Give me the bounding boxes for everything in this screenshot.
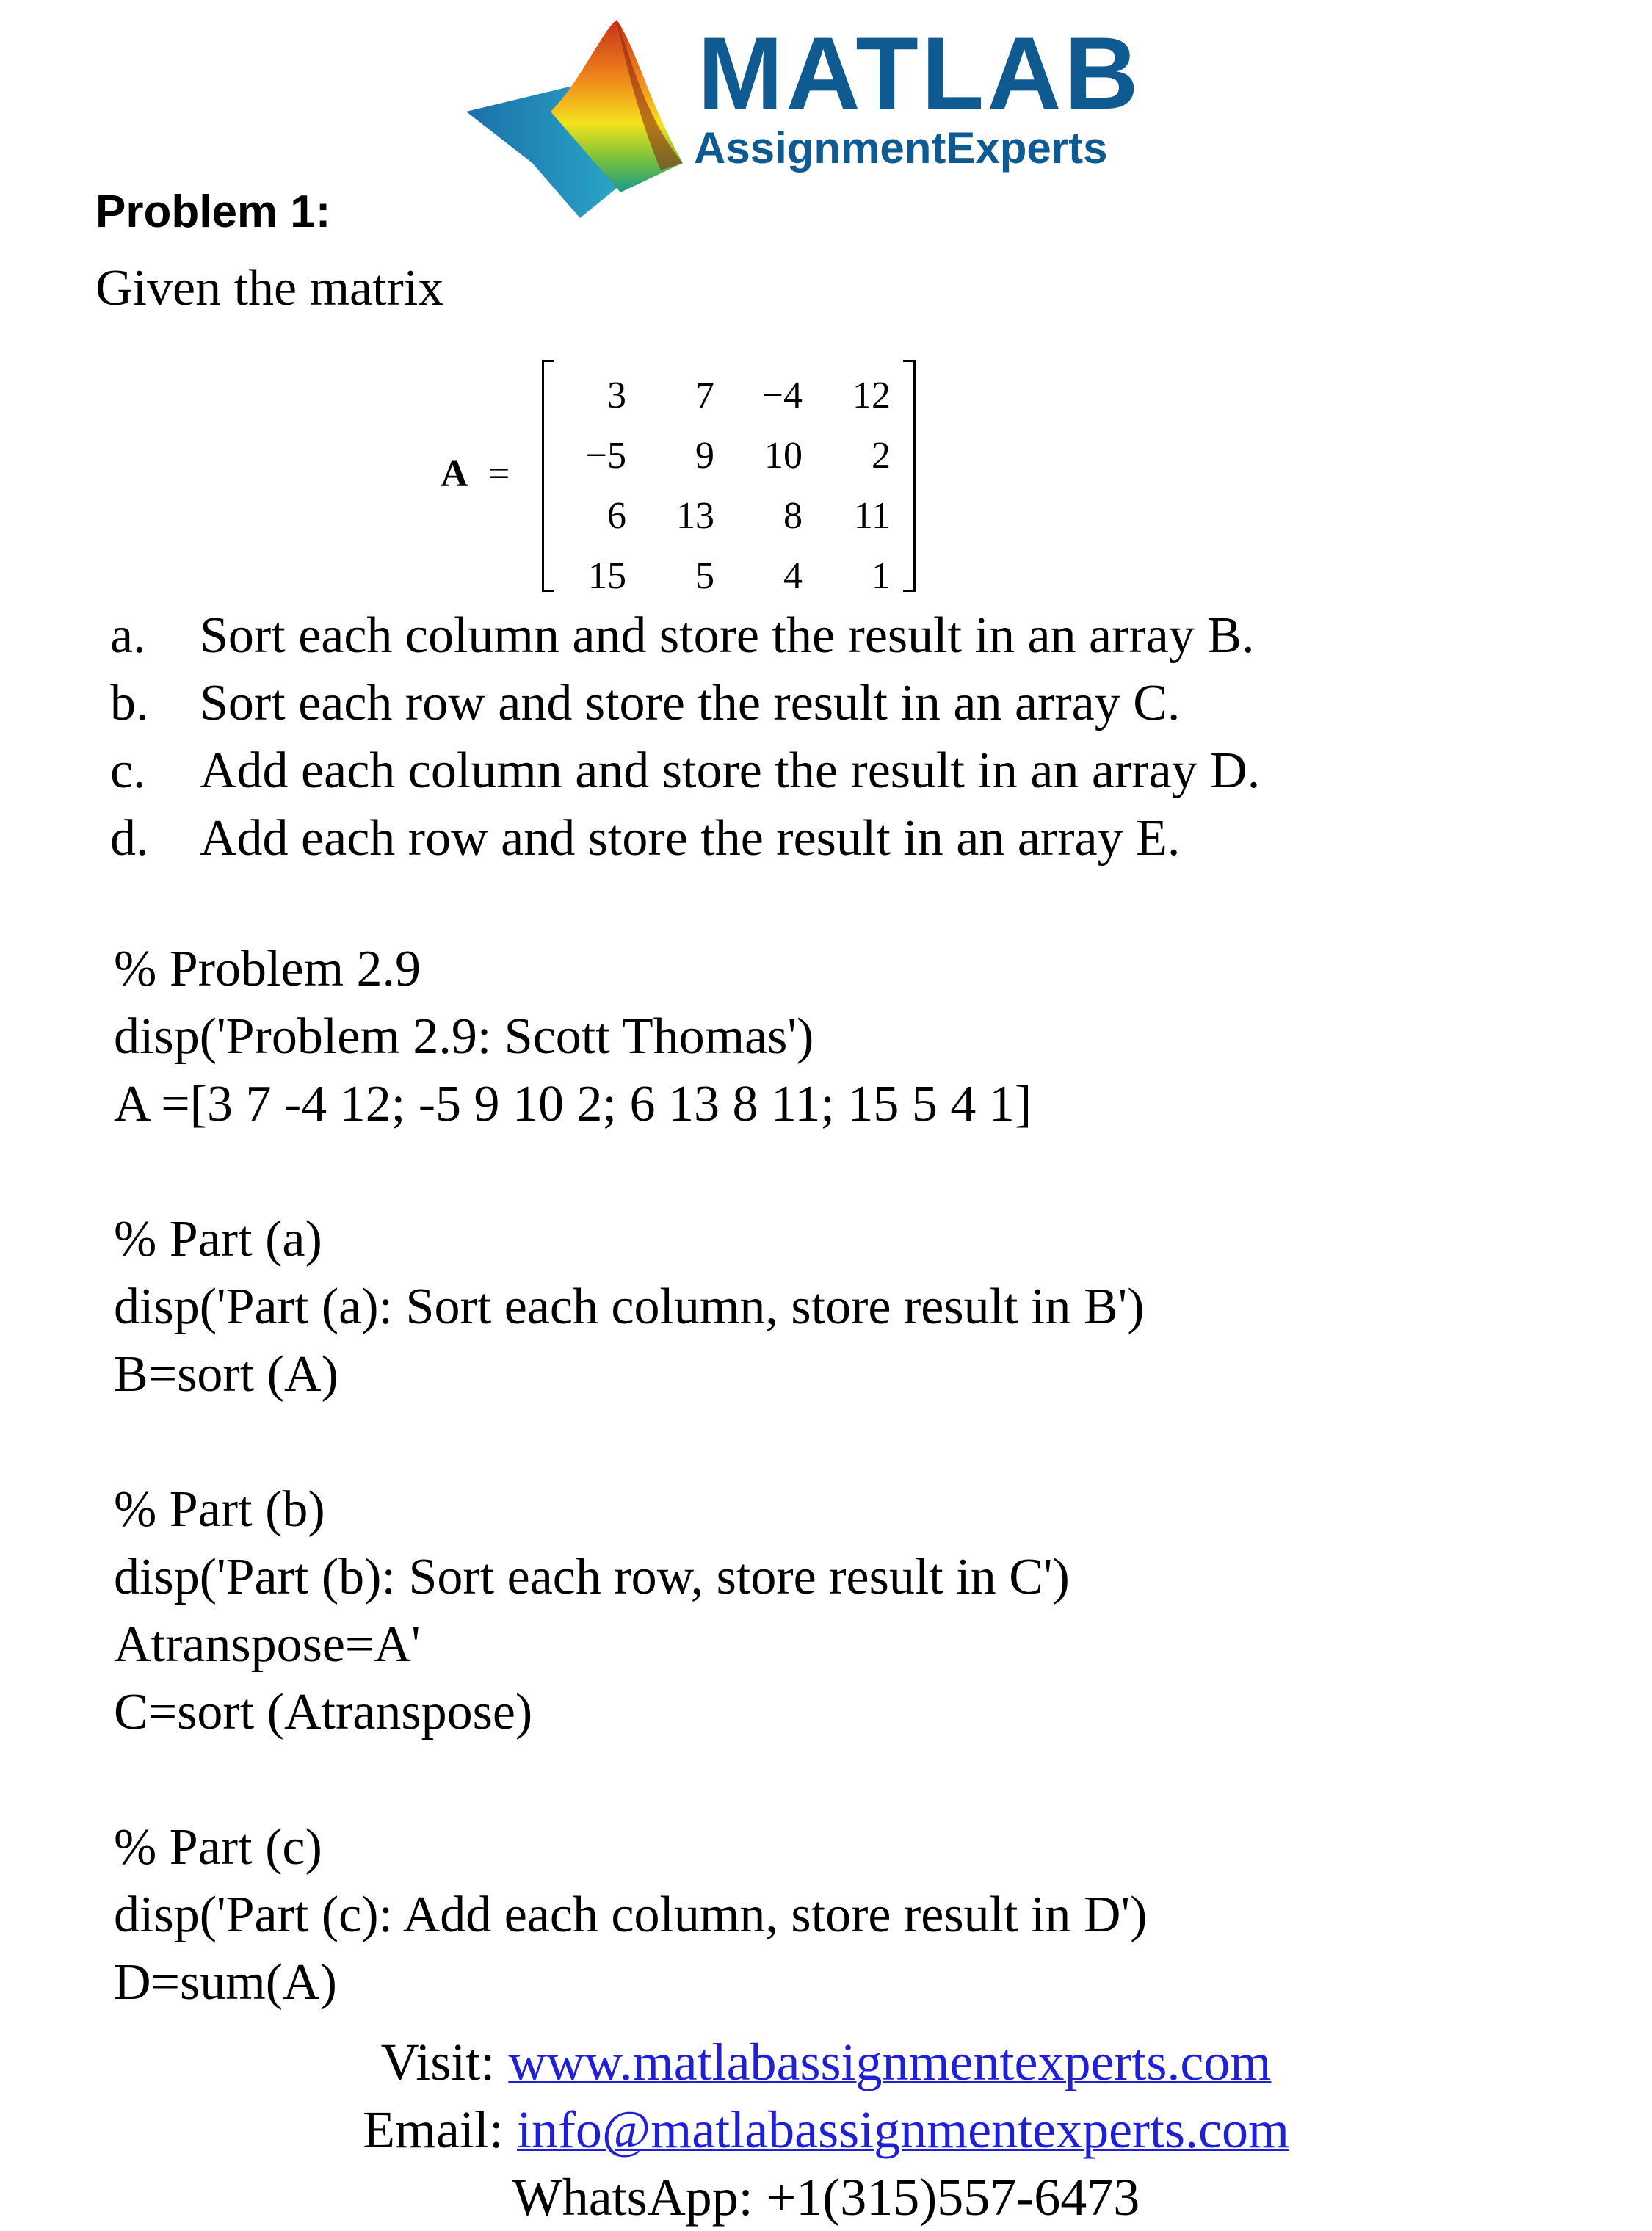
matrix-cell: 15 [588, 555, 626, 597]
task-letter: c. [110, 742, 146, 799]
matrix-left-bracket [542, 360, 554, 592]
code-line: D=sum(A) [114, 1954, 337, 2011]
code-line: disp('Part (c): Add each column, store result in D') [114, 1887, 1148, 1943]
task-letter: d. [110, 810, 149, 867]
code-comment-part-c: % Part (c) [114, 1819, 322, 1876]
website-link[interactable]: www.matlabassignmentexperts.com [508, 2033, 1272, 2091]
footer-email-line [0, 2096, 1652, 2163]
task-item [110, 805, 1260, 872]
code-comment-problem: % Problem 2.9 [114, 941, 421, 997]
task-text: Add each row and store the result in an array E. [200, 810, 1181, 867]
task-item [110, 602, 1260, 670]
task-item [110, 737, 1260, 805]
matrix-cell: 1 [872, 555, 891, 597]
code-comment-part-b: % Part (b) [114, 1481, 325, 1538]
matrix-cell: 8 [783, 495, 803, 537]
matrix-cell: 3 [607, 375, 626, 416]
whatsapp-contact: WhatsApp: +1(315)557-6473 [512, 2168, 1140, 2227]
matrix-cell: −4 [761, 375, 803, 416]
matrix-equals-sign: = [488, 453, 510, 495]
code-line: A =[3 7 -4 12; -5 9 10 2; 6 13 8 11; 15 5 4 1] [114, 1076, 1032, 1132]
problem-heading: Problem 1: [95, 187, 331, 237]
matrix-cell: 10 [764, 435, 803, 477]
task-text: Sort each column and store the result in an array B. [200, 607, 1255, 664]
matrix-cell: 12 [852, 375, 891, 416]
matrix-cell: 13 [676, 495, 714, 537]
task-item [110, 670, 1260, 737]
matlab-membrane-logo-icon [463, 16, 698, 229]
visit-label: Visit: [380, 2033, 509, 2091]
code-line: disp('Problem 2.9: Scott Thomas') [114, 1008, 814, 1065]
brand-logo [463, 15, 1142, 222]
matrix-cell: 7 [695, 375, 714, 416]
matrix-cell: 11 [853, 495, 891, 537]
matrix-cell: 6 [607, 495, 626, 537]
code-line: Atranspose=A' [114, 1616, 421, 1673]
problem-intro: Given the matrix [95, 260, 444, 317]
matrix-cell: −5 [585, 435, 626, 477]
contact-footer [0, 2028, 1652, 2231]
matrix-grid [554, 366, 907, 607]
matrix-label: A [441, 453, 468, 495]
code-line: B=sort (A) [114, 1346, 338, 1403]
matrix-cell: 5 [695, 555, 714, 597]
logo-subtitle: AssignmentExperts [694, 123, 1108, 173]
matrix-cell: 4 [783, 555, 803, 597]
logo-title: MATLAB [698, 15, 1142, 131]
matrix-cell: 9 [695, 435, 714, 477]
email-label: Email: [362, 2100, 517, 2159]
code-line: disp('Part (b): Sort each row, store result in C') [114, 1549, 1070, 1605]
task-list [110, 602, 1260, 872]
email-link[interactable]: info@matlabassignmentexperts.com [516, 2100, 1289, 2159]
code-line: disp('Part (a): Sort each column, store result in B') [114, 1279, 1145, 1335]
task-letter: b. [110, 675, 149, 731]
code-comment-part-a: % Part (a) [114, 1211, 322, 1268]
matrix-cell: 2 [872, 435, 891, 477]
task-text: Sort each row and store the result in an array C. [200, 675, 1181, 731]
task-letter: a. [110, 607, 146, 664]
task-text: Add each column and store the result in an array D. [200, 742, 1261, 799]
footer-visit-line [0, 2028, 1652, 2096]
code-line: C=sort (Atranspose) [114, 1684, 533, 1740]
